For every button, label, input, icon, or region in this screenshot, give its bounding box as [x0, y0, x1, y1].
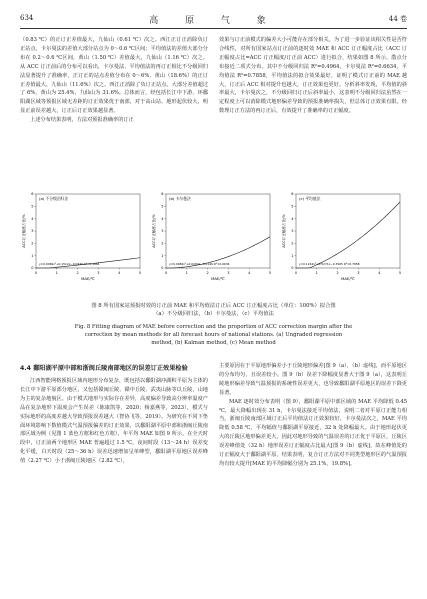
y-tick-label: 2 [161, 241, 164, 246]
x-axis-label: MAE/℃ [341, 276, 355, 281]
y-tick-label: 6 [291, 192, 294, 197]
scatter-panel-c [280, 190, 406, 294]
y-tick-label: 3 [291, 229, 294, 234]
x-tick-label: 1 [315, 271, 318, 275]
y-tick-label: 5 [291, 204, 294, 209]
paragraph: 上述分布结果表明，方法对预报准确率的订正 [30, 117, 134, 124]
y-tick-label: 4 [291, 216, 294, 221]
x-tick-label: 5 [138, 271, 142, 275]
x-tick-label: 1 [185, 271, 188, 275]
caption-line: method, (b) Kalman method, (c) Mean method [151, 340, 276, 346]
x-tick-label: 0 [34, 271, 38, 275]
x-tick-label: 5 [268, 271, 272, 275]
panel-label: (a) 不分级回归法 [39, 196, 69, 201]
left-column-top [20, 36, 208, 125]
plot-frame [166, 194, 270, 268]
y-tick-label: 1 [291, 253, 294, 258]
x-tick-label: 2 [76, 271, 79, 275]
x-tick-label: 3 [357, 271, 360, 275]
page-header [20, 14, 407, 28]
y-tick-label: 6 [31, 192, 34, 197]
y-tick-label: 0 [291, 266, 294, 271]
y-axis-label: ACC订正幅度占比/% [22, 214, 26, 248]
y-tick-label: 0 [161, 266, 164, 271]
caption-line: 图 8 所有国家站预报时效的订正前 MAE 和平均值法订正后 ACC 订正幅度占比（单位：100%）拟合图 [91, 303, 336, 309]
right-column-top [219, 36, 407, 116]
caption-line: （a）不分级回归法，（b）卡尔曼法，（c）平均值法 [153, 311, 274, 317]
plot-frame [296, 194, 400, 268]
y-tick-label: 2 [31, 241, 34, 246]
paragraph: MAE 逐时效分布表明（图 9），鄱阳湖平原中部区域的 MAE 平均降低 0.45 ℃，最大降幅出现在 31 h，卡尔曼法接近平均值法，说明二者对平原订正能力相当。浙闽丘陵南部区域订正后平均值法订正效果较好，卡尔曼法次之，MAE 平均降低 0.58 ℃，平均幅值与鄱阳湖平原接近，32 h 处降幅最大。由于地形起伏更大的丘陵区地形偏差更大，因此对地形导致的气温误差的订正优于平原区，丘陵区误差峰值处（32 h）地形误差订正幅度占比最大[图 9（b）虚线]，故在峰值处的订正幅度大于鄱阳湖平原。结果表明，复合订正方法对不同类型地形区的气温预报均有较大提升[MAE 的平均降幅分别为 25.1%，19.8%]。 [219, 398, 407, 467]
x-tick-label: 2 [336, 271, 339, 275]
scatter-plot-c [280, 190, 406, 294]
figure-caption-cn [20, 302, 407, 318]
paragraph: 江西智能网格预报区域内地形分布复杂，既包括以鄱阳湖冲湖积平原为主体的长江中下游平原部分地区，又包括赣闽丘陵、赣中丘陵、武夷山脉等以丘陵、山地为主的复杂地貌区。由于模式地形与实际存在差异，高度偏差导致高分辨率温度产品在复杂地形下温度会产生误差（陈康凯等，2020；杨嘉燕等，2023），模式与实际地形的高度差越大导致预报误差越大（智协飞等，2019）。为研究在不同下垫面环境影响下数值模式气温预报偏差的订正效果，以鄱阳湖平原中部和浙闽丘陵南部区域为例（见图 1 蓝色方框和红色方框），年平均 MAE 如图 9 所示。在全天时段中，订正前两个地形区 MAE 普遍超过 1.5 ℃，夜间时段（13～24 h）误差变化平缓，白天时段（25～36 h）误差迅速增加呈单峰型，鄱阳湖平原地区误差峰值（2.27 ℃）小于浙闽丘陵地区（2.82 ℃）， [20, 378, 208, 465]
scatter-plot-b [150, 190, 276, 294]
scatter-panel-a [20, 190, 146, 294]
volume-number: 44 卷 [388, 15, 407, 23]
left-column-bottom [20, 362, 208, 466]
x-axis-label: MAE/℃ [211, 276, 225, 281]
y-axis-label: ACC订正幅度占比/% [282, 214, 286, 248]
fit-equation: y=0.0984x²+0.0184x−0.0146 R²=0.6634 [169, 262, 230, 266]
y-tick-label: 4 [31, 216, 34, 221]
section-heading: 4.4 鄱阳湖平原中部和浙闽丘陵南部地区的误差订正效果检验 [20, 365, 188, 372]
fit-equation: y=0.1244x²+0.5271x−0.3905 R²=0.7858 [299, 262, 360, 266]
y-tick-label: 0 [31, 266, 34, 271]
x-axis-label: MAE/℃ [81, 276, 95, 281]
y-tick-label: 6 [161, 192, 164, 197]
caption-line: correction by mean methods for all forecast hours of national stations. (a) Ungraded regression [84, 332, 343, 338]
page-number: 634 [20, 14, 34, 22]
scatter-plot-a [20, 190, 146, 294]
figure-8 [20, 190, 407, 302]
x-tick-label: 5 [398, 271, 402, 275]
y-tick-label: 3 [161, 229, 164, 234]
y-tick-label: 5 [161, 204, 164, 209]
fit-equation: y=0.0069x²+0.1512x−0.0946 R²=0.4964 [39, 262, 100, 266]
figure-caption-en [20, 323, 407, 347]
panel-label: (c) 平均值法 [299, 196, 321, 201]
x-tick-label: 4 [378, 271, 381, 275]
paragraph: 主要原因在于平原地形偏差小于丘陵地形偏差[图 9（a），（b）虚线]，而平原地区的分布均匀，且误差较小。图 9（b）误差下降幅度显著大于图 9（a），这表明丘陵地形偏差导致气温预报的系统性误差更大，也导致鄱阳湖平原地区的误差下降更显著。 [219, 363, 407, 396]
y-tick-label: 2 [291, 241, 294, 246]
x-tick-label: 1 [55, 271, 58, 275]
x-tick-label: 4 [248, 271, 251, 275]
x-tick-label: 3 [97, 271, 100, 275]
paragraph: 效果与订正前模式的偏差大小可能存在部分相关。为了进一步验证该相关性是否符合线性，对所有国家站点订正前的逐时效 MAE 和 ACC 订正幅度占比（ACC 订正幅度占比=ACC 订正幅度/订正前 ACC）进行拟合，结果如图 8 所示。散点分布接近二项式分布。其中不分级回归法 R²=0.4964，卡尔曼法 R²=0.6634，平均值法 R²=0.7858，平均值法的拟合效果最好，证明了模式订正前的 MAE 越大，订正后 ACC 相对提升也越大，订正效果也更好。分析斜率发现，平均值的斜率最大，卡尔曼次之，不分级回归订正后斜率最小，这表明不分级回归法虽然在一定程度上可以消除模式地形偏差导致的预报准确率损失，但总体订正效果有限。经数理订正方法的再订正后，有效提升了准确率的订正幅度。 [219, 37, 407, 115]
caption-line: Fig. 8 Fitting diagram of MAE before correction and the proportion of ACC correction margin after the [74, 324, 353, 330]
y-tick-label: 4 [161, 216, 164, 221]
scatter-panel-b [150, 190, 276, 294]
y-tick-label: 1 [161, 253, 164, 258]
journal-title: 高 原 气 象 [149, 16, 278, 26]
header-rule [20, 28, 407, 29]
plot-frame [36, 194, 140, 268]
y-tick-label: 1 [31, 253, 34, 258]
x-tick-label: 2 [206, 271, 209, 275]
x-tick-label: 0 [294, 271, 298, 275]
paragraph: （0.83 ℃）的正订正差值最大，九仙山（0.61 ℃）次之。西江正订正消除负订正站点，卡尔曼法的差值大部分站点为 0～0.6 ℃区间；平均值法的差值大部分分布在 0.2～0.6 ℃区间，黄山（1.50 ℃）差值最大，九仙山（1.16 ℃）次之。从 ACC 订正前后的分布可以看出，卡尔曼法、平均值法的再订正相比不分级回归法显著提升了准确率，正订正的站点差值分布在 0～6%，黄山（18.6%）的正订正差值最大，九仙山（11.6%）次之。西江正消除了负订正站点，大部分差值超过了 6%，黄山为 25.4%，九仙山为 31.6%。总体而言，经包括长江中下游、环鄱阳湖区域等预报区域无差距的订正效果优于南部，对于高山站、地形起伏较大、明显正前误差越大，订正后订正效果越显著。 [20, 37, 208, 115]
y-axis-label: ACC订正幅度占比/% [152, 214, 156, 248]
x-tick-label: 3 [227, 271, 230, 275]
x-tick-label: 0 [164, 271, 168, 275]
x-tick-label: 4 [118, 271, 121, 275]
y-tick-label: 3 [31, 229, 34, 234]
y-tick-label: 5 [31, 204, 34, 209]
right-column-bottom [219, 362, 407, 469]
panel-label: (b) 卡尔曼法 [169, 196, 191, 201]
